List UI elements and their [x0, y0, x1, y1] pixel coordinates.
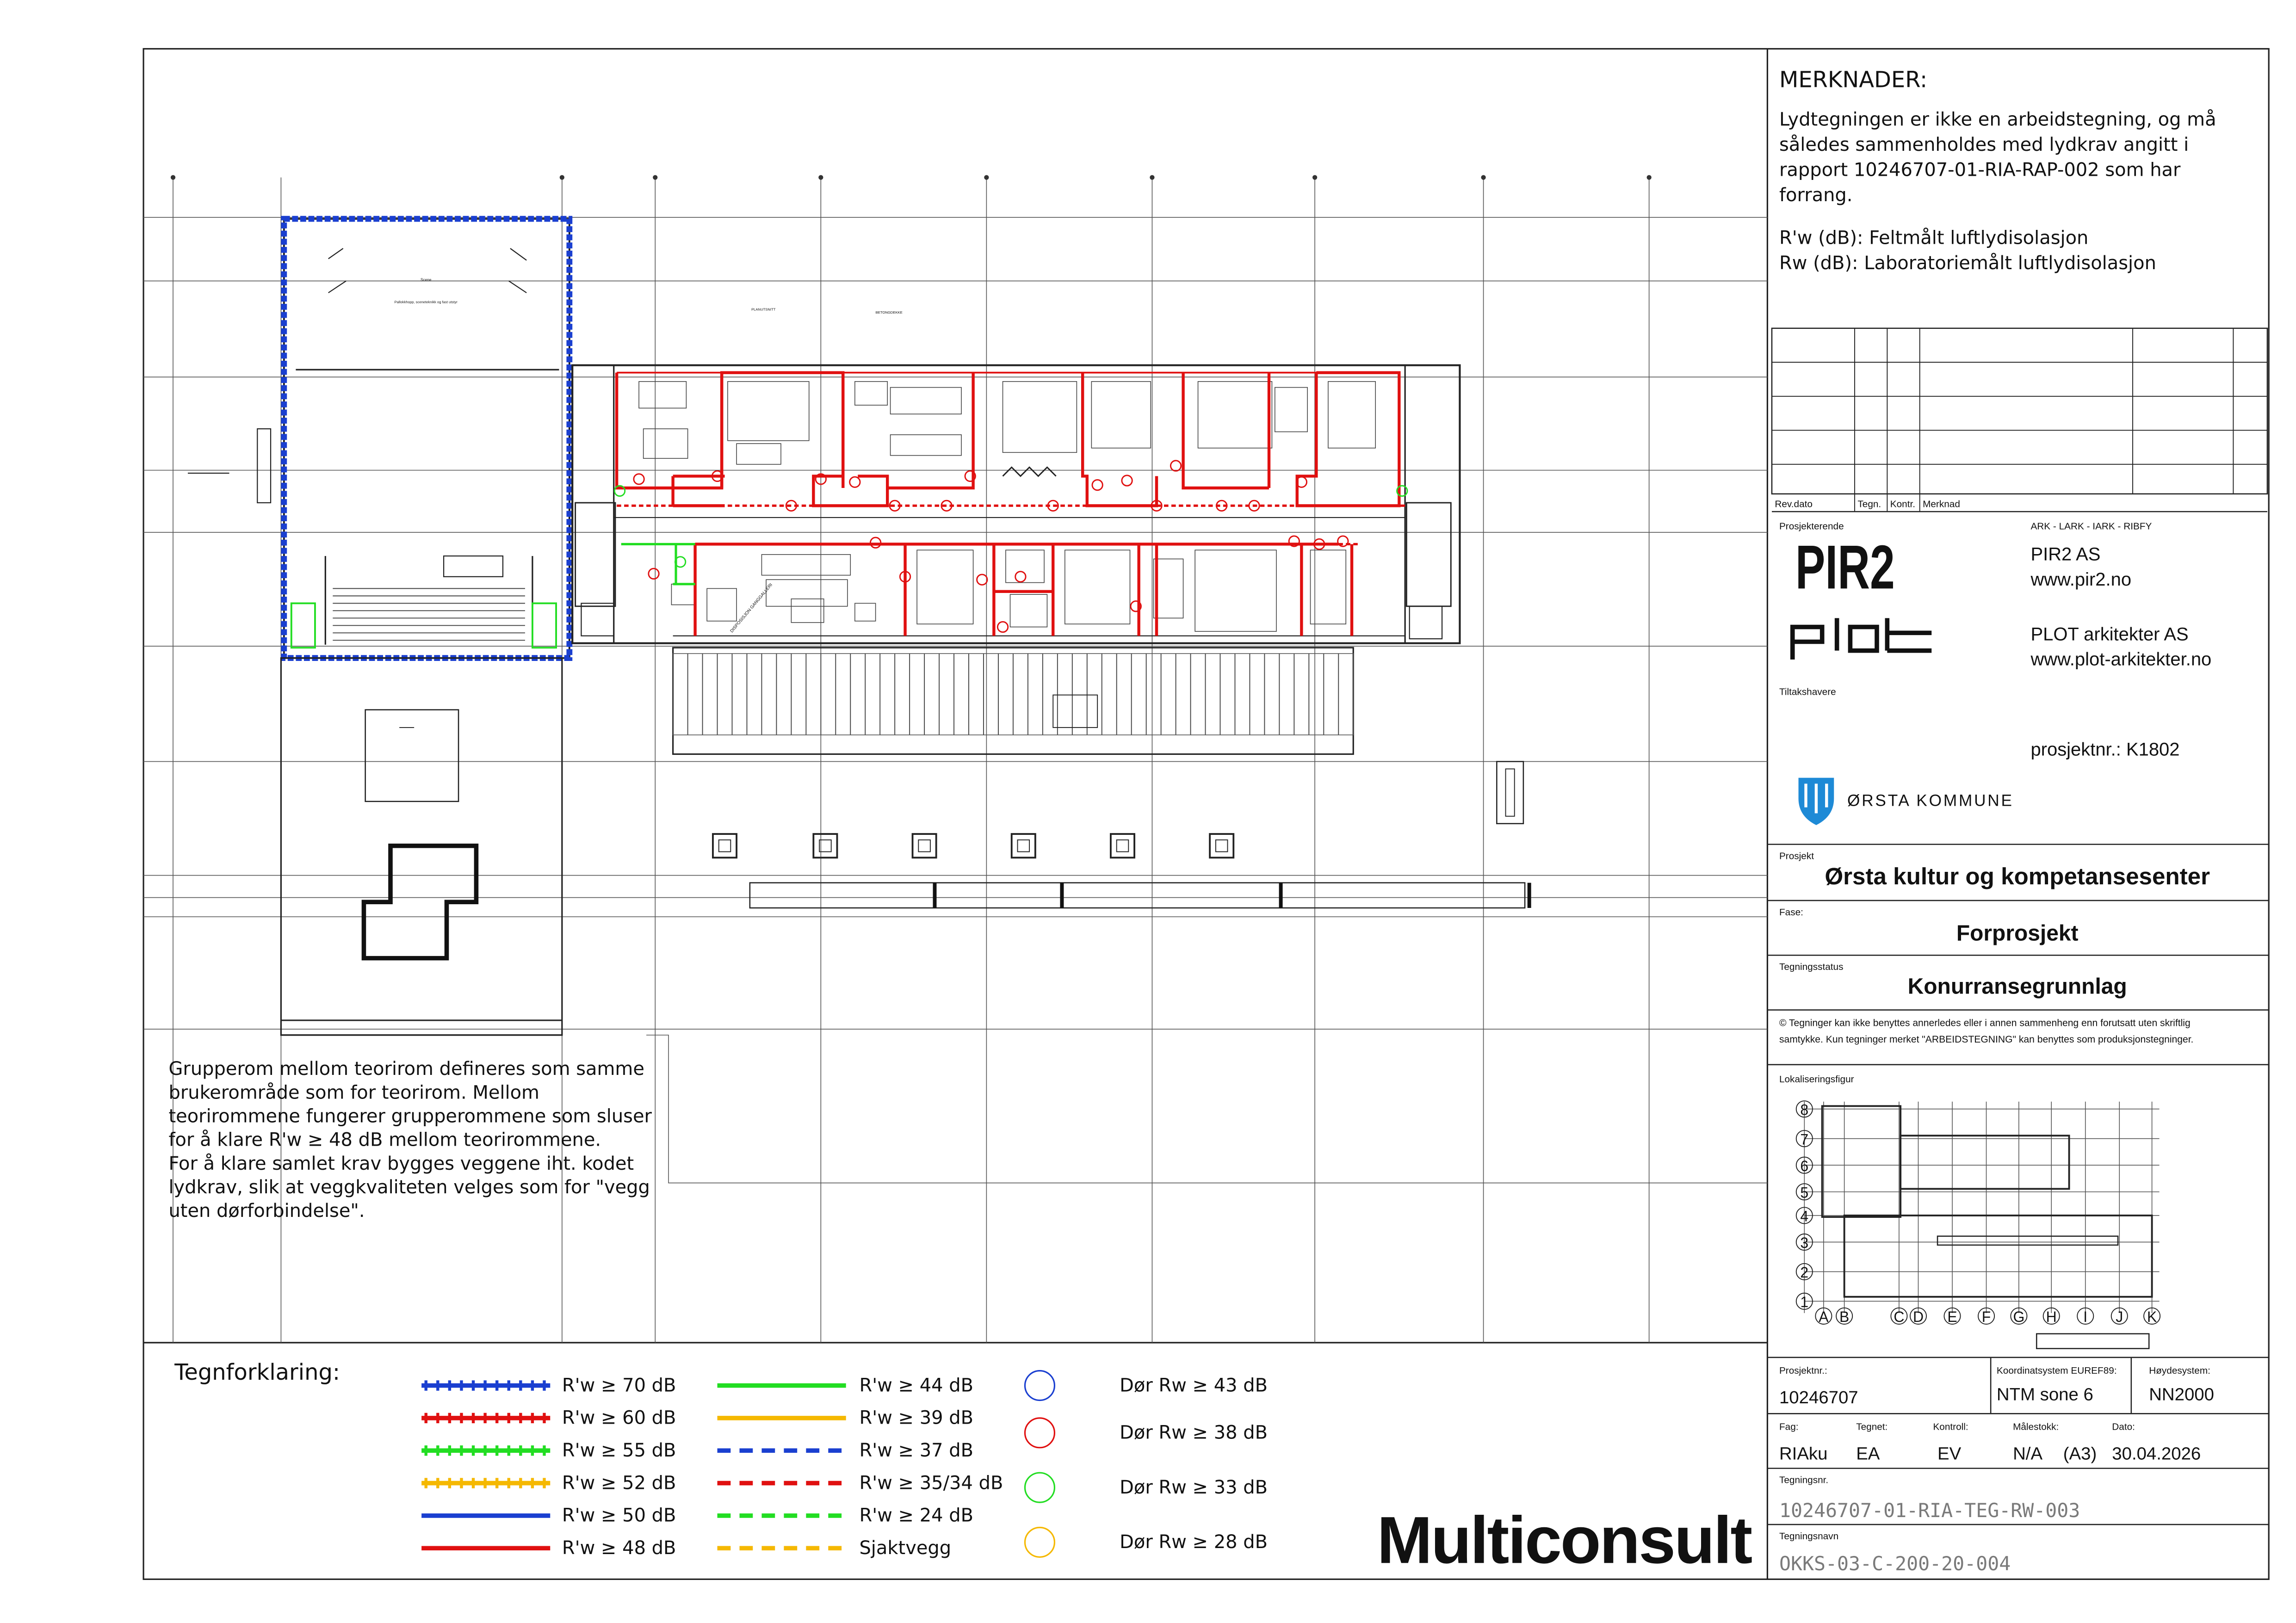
legend-door-label: Dør Rw ≥ 43 dB	[1120, 1375, 1268, 1396]
plan-note-line: Grupperom mellom teorirom defineres som samme	[168, 1058, 644, 1080]
key-row-5: 5	[1800, 1184, 1809, 1201]
pir2-name: PIR2 AS	[2030, 544, 2101, 565]
paper-format: (A3)	[2063, 1444, 2097, 1464]
plan-note-line: brukerområde som for teorirom. Mellom	[168, 1082, 539, 1104]
discipline-label: Fag:	[1779, 1421, 1799, 1432]
drawn-by: EA	[1856, 1444, 1880, 1464]
coordinate-system-label: Koordinatsystem EUREF89:	[1996, 1365, 2117, 1376]
notes-line: Lydtegningen er ikke en arbeidstegning, og må	[1779, 109, 2216, 130]
key-row-2: 2	[1800, 1264, 1809, 1281]
notes-line: rapport 10246707-01-RIA-RAP-002 som har	[1779, 159, 2181, 181]
height-system-label: Høydesystem:	[2149, 1365, 2210, 1376]
rev-remark-header: Merknad	[1923, 499, 1960, 510]
project-number-label: Prosjektnr.:	[1779, 1365, 1827, 1376]
notes-line: således sammenholdes med lydkrav angitt i	[1779, 134, 2189, 156]
rev-date-header: Rev.dato	[1775, 499, 1813, 510]
phase-value: Forprosjekt	[1956, 921, 2079, 946]
svg-text:PLANUTSNITT: PLANUTSNITT	[751, 307, 776, 312]
status-label: Tegningsstatus	[1779, 962, 1844, 973]
key-col-c: C	[1894, 1308, 1905, 1326]
svg-text:Pallokkhopp, sceneteknikk og f: Pallokkhopp, sceneteknikk og fast utstyr	[394, 300, 458, 304]
legend-wall-label: R'w ≥ 50 dB	[562, 1505, 676, 1526]
key-row-7: 7	[1800, 1131, 1809, 1148]
key-row-3: 3	[1800, 1234, 1809, 1252]
height-system: NN2000	[2149, 1384, 2214, 1405]
key-col-g: G	[2013, 1308, 2025, 1326]
legend-door-label: Dør Rw ≥ 38 dB	[1120, 1422, 1268, 1444]
legend-door-label: Dør Rw ≥ 33 dB	[1120, 1476, 1268, 1498]
status-value: Konurransegrunnlag	[1907, 974, 2127, 999]
key-col-i: I	[2083, 1308, 2088, 1326]
owner-label: Tiltakshavere	[1779, 686, 1836, 697]
key-col-h: H	[2046, 1308, 2057, 1326]
project-number: 10246707	[1779, 1387, 1858, 1407]
svg-text:BETONGDEKKE: BETONGDEKKE	[875, 310, 903, 315]
legend-wall-label: R'w ≥ 35/34 dB	[859, 1472, 1003, 1494]
key-col-b: B	[1839, 1308, 1850, 1326]
rev-check-header: Kontr.	[1890, 499, 1916, 510]
key-col-k: K	[2147, 1308, 2157, 1326]
legend-wall-label: R'w ≥ 60 dB	[562, 1407, 676, 1429]
project-name: Ørsta kultur og kompetansesenter	[1825, 863, 2210, 889]
key-col-f: F	[1981, 1308, 1991, 1326]
legend-wall-label: R'w ≥ 55 dB	[562, 1440, 676, 1462]
legend-title: Tegnforklaring:	[174, 1359, 340, 1385]
key-row-6: 6	[1800, 1158, 1809, 1175]
phase-label: Fase:	[1779, 907, 1803, 918]
key-row-1: 1	[1800, 1294, 1809, 1311]
project-label: Prosjekt	[1779, 851, 1814, 862]
checked-by-label: Kontroll:	[1933, 1421, 1968, 1432]
drawn-by-label: Tegnet:	[1856, 1421, 1888, 1432]
key-row-4: 4	[1800, 1208, 1809, 1225]
date: 30.04.2026	[2112, 1444, 2201, 1464]
discipline: RIAku	[1779, 1444, 1828, 1464]
plan-note-line: teorirommene fungerer grupperommene som sluser	[168, 1105, 652, 1127]
checked-by: EV	[1937, 1444, 1962, 1464]
legend-wall-label: R'w ≥ 24 dB	[859, 1505, 974, 1526]
key-col-j: J	[2116, 1308, 2123, 1326]
disclaimer-line-2: samtykke. Kun tegninger merket "ARBEIDSTEGNING" kan benyttes som produksjonstegninger.	[1779, 1034, 2194, 1045]
key-col-a: A	[1819, 1308, 1829, 1326]
key-plan-label: Lokaliseringsfigur	[1779, 1074, 1854, 1085]
pir2-web: www.pir2.no	[2030, 569, 2132, 590]
key-col-d: D	[1912, 1308, 1924, 1326]
multiconsult-logo: Multiconsult	[1377, 1503, 1751, 1578]
plot-name: PLOT arkitekter AS	[2030, 624, 2189, 645]
rev-drawn-header: Tegn.	[1857, 499, 1881, 510]
legend-wall-label: R'w ≥ 52 dB	[562, 1472, 676, 1494]
key-row-8: 8	[1800, 1101, 1809, 1118]
plan-note-line: For å klare samlet krav bygges veggene iht. kodet	[168, 1153, 634, 1174]
designers-label: Prosjekterende	[1779, 521, 1844, 532]
disclaimer-line-1: © Tegninger kan ikke benyttes annerledes eller i annen sammenheng enn forutsatt uten skriftlig	[1779, 1018, 2191, 1029]
drawing-number-label: Tegningsnr.	[1779, 1475, 1829, 1486]
notes-line: forrang.	[1779, 184, 1853, 206]
plan-note-line: for å klare R'w ≥ 48 dB mellom teorirommene.	[168, 1129, 601, 1151]
date-label: Dato:	[2112, 1421, 2135, 1432]
legend-wall-label: R'w ≥ 48 dB	[562, 1537, 676, 1559]
plan-note-line: lydkrav, slik at veggkvaliteten velges som for "vegg	[168, 1176, 650, 1198]
legend-wall-label: Sjaktvegg	[859, 1537, 952, 1559]
plan-note-line: uten dørforbindelse".	[168, 1200, 365, 1222]
notes-heading: MERKNADER:	[1779, 67, 1928, 93]
drawing-name: OKKS-03-C-200-20-004	[1779, 1552, 2011, 1575]
definition-field: R'w (dB): Feltmålt luftlydisolasjon	[1779, 227, 2089, 249]
legend-wall-label: R'w ≥ 44 dB	[859, 1375, 974, 1396]
scale-label: Målestokk:	[2013, 1421, 2059, 1432]
key-col-e: E	[1947, 1308, 1957, 1326]
pir2-logo: PIR2	[1795, 532, 1895, 602]
legend-wall-label: R'w ≥ 39 dB	[859, 1407, 974, 1429]
svg-text:DISPOSISJON GANGGALLERI: DISPOSISJON GANGGALLERI	[729, 582, 774, 634]
legend-door-label: Dør Rw ≥ 28 dB	[1120, 1531, 1268, 1553]
disciplines: ARK - LARK - IARK - RIBFY	[2030, 521, 2152, 532]
scale: N/A	[2013, 1444, 2043, 1464]
definition-lab: Rw (dB): Laboratoriemålt luftlydisolasjon	[1779, 252, 2156, 274]
owner-project-number: prosjektnr.: K1802	[2030, 739, 2180, 760]
legend-wall-label: R'w ≥ 37 dB	[859, 1440, 974, 1462]
svg-text:Scene: Scene	[420, 277, 432, 282]
municipality-name: ØRSTA KOMMUNE	[1847, 791, 2014, 810]
plot-web: www.plot-arkitekter.no	[2030, 649, 2212, 670]
legend-wall-label: R'w ≥ 70 dB	[562, 1375, 676, 1396]
drawing-name-label: Tegningsnavn	[1779, 1531, 1839, 1542]
coordinate-system: NTM sone 6	[1996, 1384, 2093, 1405]
drawing-number: 10246707-01-RIA-TEG-RW-003	[1779, 1499, 2080, 1522]
